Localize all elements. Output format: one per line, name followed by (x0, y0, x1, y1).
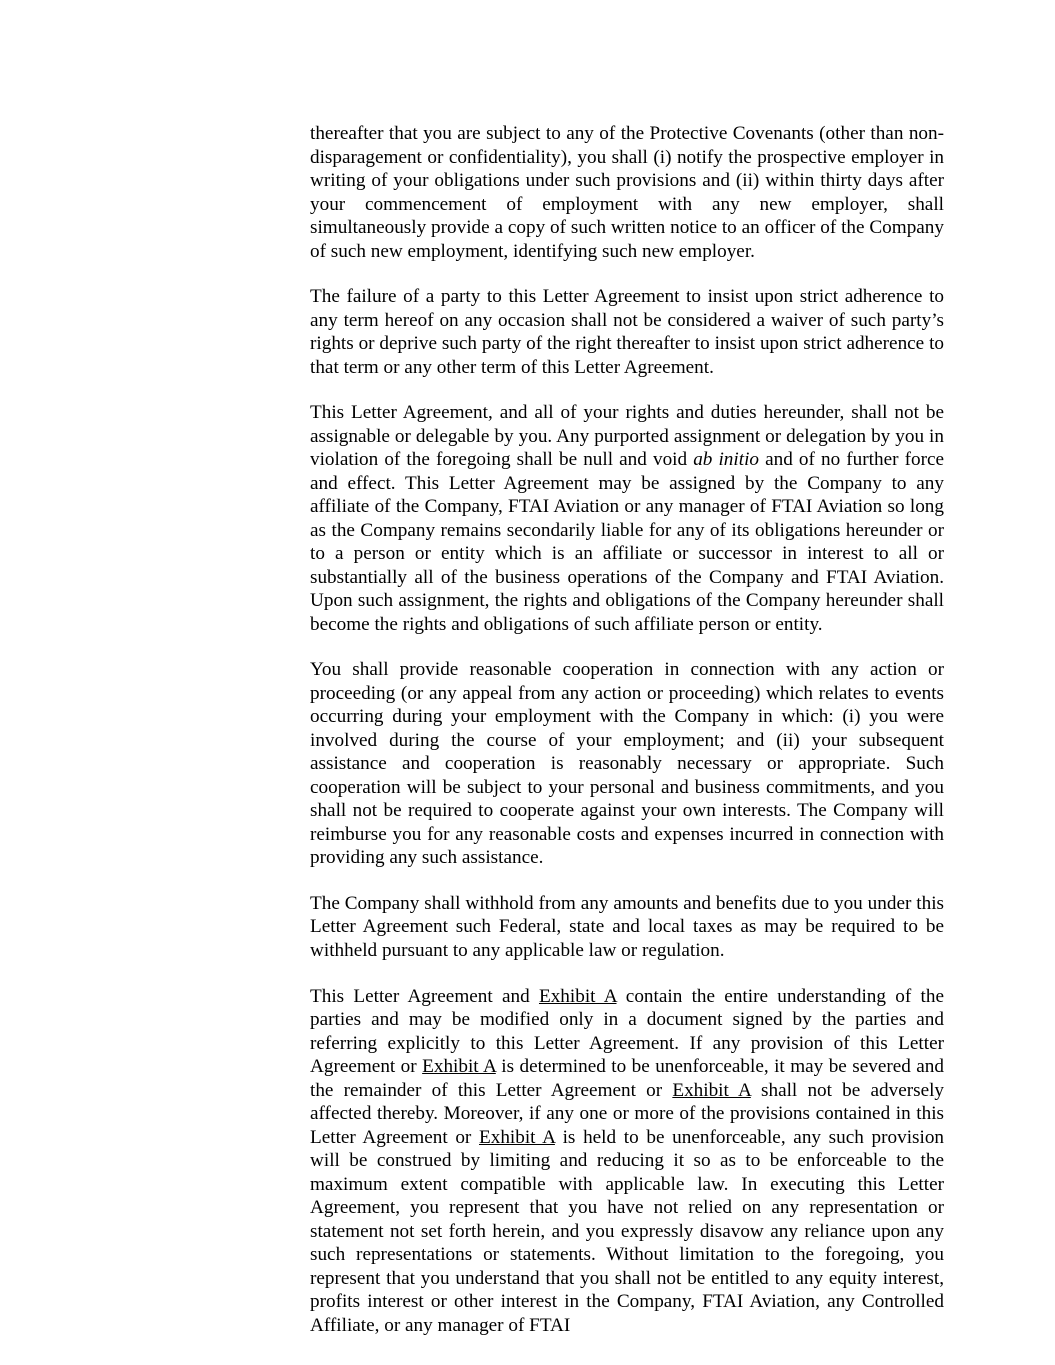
exhibit-a-reference: Exhibit A (422, 1056, 496, 1078)
paragraph-text: is determined to be unenforceable, it may be severed and the remainder of this Letter Agreement or (310, 1056, 944, 1101)
paragraph-text: thereafter that you are subject to any of the Protective Covenants (other than non-disparagement or confidentiality), you shall (i) notify the prospective employer in writing of your obligations under such provisions and (ii) within thirty days after your commencement of employment with any new employer, shall simultaneously provide a copy of such written notice to an officer of the Company of such new employment, identifying such new employer. (310, 123, 944, 262)
exhibit-a-reference: Exhibit A (672, 1079, 751, 1101)
paragraph-text: The Company shall withhold from any amounts and benefits due to you under this Letter Agreement such Federal, state and local taxes as may be required to be withheld pursuant to any applicable law or regulation. (310, 892, 944, 961)
paragraph-text: shall not be adversely affected thereby. Moreover, if any one or more of the provisions contained in this Letter Agreement or (310, 1079, 945, 1148)
paragraph-text: You shall provide reasonable cooperation in connection with any action or proceeding (or any appeal from any action or proceeding) which relates to events occurring during your employment with the Company in which: (i) you were involved during the course of your employment; and (ii) your subsequent assistance and cooperation is reasonably necessary or appropriate. Such cooperation will be subject to your personal and business commitments, and you shall not be required to cooperate against your own interests. The Company will reimburse you for any reasonable costs and expenses incurred in connection with providing any such assistance. (310, 659, 944, 869)
paragraph-protective-covenants (310, 122, 944, 263)
paragraph-entire-agreement (310, 985, 944, 1338)
paragraph-text: This Letter Agreement, and all of your rights and duties hereunder, shall not be assignable or delegable by you. Any purported assignment or delegation by you in violation of the foregoing shall be null and void (310, 402, 944, 471)
paragraph-assignment (310, 401, 944, 636)
paragraph-text: is held to be unenforceable, any such provision will be construed by limiting and reducing it so as to be enforceable to the maximum extent compatible with applicable law. In executing this Letter Agreement, you represent that you have not relied on any representation or statement not set forth herein, and you expressly disavow any reliance upon any such representations or statements. Without limitation to the foregoing, you represent that you understand that you shall not be entitled to any equity interest, profits interest or other interest in the Company, FTAI Aviation, any Controlled Affiliate, or any manager of FTAI (310, 1126, 945, 1336)
exhibit-a-reference: Exhibit A (538, 985, 617, 1007)
paragraph-text: contain the entire understanding of the parties and may be modified only in a document signed by the parties and referring explicitly to this Letter Agreement. If any provision of this Letter Agreement or (310, 985, 944, 1078)
exhibit-a-reference: Exhibit A (479, 1126, 555, 1148)
paragraph-withholding (310, 892, 944, 963)
paragraph-waiver (310, 285, 944, 379)
paragraph-text: The failure of a party to this Letter Agreement to insist upon strict adherence to any term hereof on any occasion shall not be considered a waiver of such party’s rights or deprive such party of the right thereafter to insist upon strict adherence to that term or any other term of this Letter Agreement. (310, 286, 944, 378)
paragraph-text: This Letter Agreement and (310, 985, 539, 1007)
paragraph-cooperation (310, 658, 944, 870)
latin-phrase-ab-initio: ab initio (693, 449, 759, 471)
document-body (310, 122, 944, 1337)
paragraph-text: and of no further force and effect. This Letter Agreement may be assigned by the Company to any affiliate of the Company, FTAI Aviation or any manager of FTAI Aviation so long as the Company remains secondarily liable for any of its obligations hereunder or to a person or entity which is an affiliate or successor in interest to all or substantially all of the business operations of the Company and FTAI Aviation. Upon such assignment, the rights and obligations of the Company hereunder shall become the rights and obligations of such affiliate person or entity. (310, 449, 945, 635)
